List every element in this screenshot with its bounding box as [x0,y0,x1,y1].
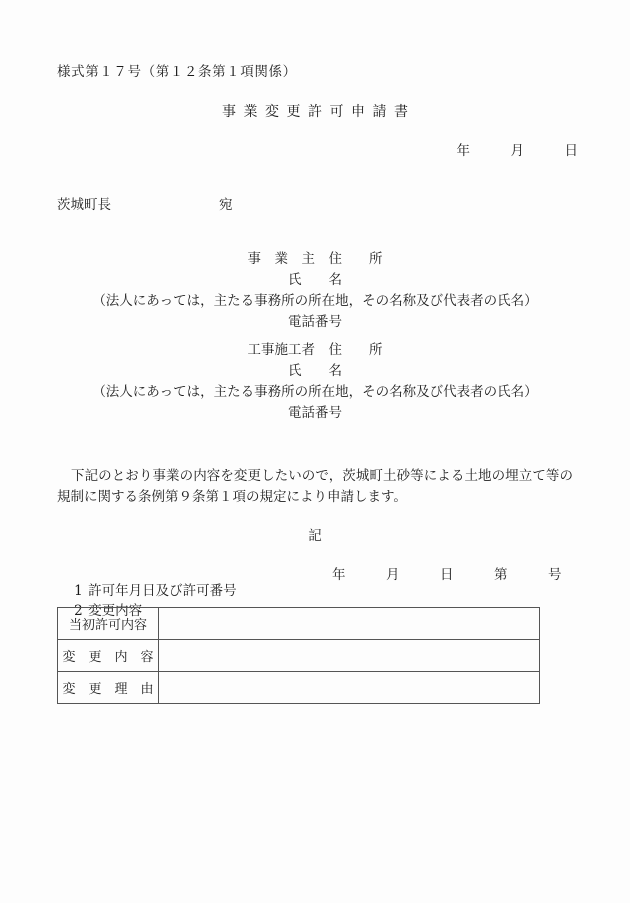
party-phone-label: 電話番号 [288,314,342,330]
party-name-label: 氏 名 [288,272,342,288]
item-blank-fields: 年 月 日 第 号 [332,567,562,583]
party-corporate-note: （法人にあっては，主たる事務所の所在地，その名称及び代表者の氏名） [92,293,538,309]
form-number: 様式第１７号（第１２条第１項関係） [57,64,297,80]
table-row [58,640,540,672]
party-role-address-line: 工事施工者 住 所 [247,342,383,358]
table-row [58,672,540,704]
addressee-line: 茨城町長 宛 [57,197,233,213]
item-number: 2 [74,603,83,619]
row-label: 変 更 理 由 [58,672,159,704]
row-value-field[interactable] [159,640,540,672]
item-label: 許可年月日及び許可番号 [88,583,237,599]
body-paragraph: 下記のとおり事業の内容を変更したいので，茨城町土砂等による土地の埋立て等の規制に関する条例第９条第１項の規定により申請します。 [57,468,573,505]
row-value-field[interactable] [159,672,540,704]
item-number: 1 [74,583,83,599]
row-label: 当初許可内容 [58,608,159,640]
party-corporate-note: （法人にあっては，主たる事務所の所在地，その名称及び代表者の氏名） [92,384,538,400]
party-name-label: 氏 名 [288,363,342,379]
table-row [58,608,540,640]
change-details-table [57,607,540,704]
page-title: 事業変更許可申請書 [222,104,416,120]
ki-marker: 記 [308,528,322,544]
party-role-address-line: 事 業 主 住 所 [247,251,383,267]
item-label: 変更内容 [88,603,143,619]
row-value-field[interactable] [159,608,540,640]
row-label: 変 更 内 容 [58,640,159,672]
date-blank-line: 年 月 日 [456,143,578,159]
party-block-business-owner [0,249,630,333]
party-block-contractor [0,340,630,424]
party-phone-label: 電話番号 [288,405,342,421]
